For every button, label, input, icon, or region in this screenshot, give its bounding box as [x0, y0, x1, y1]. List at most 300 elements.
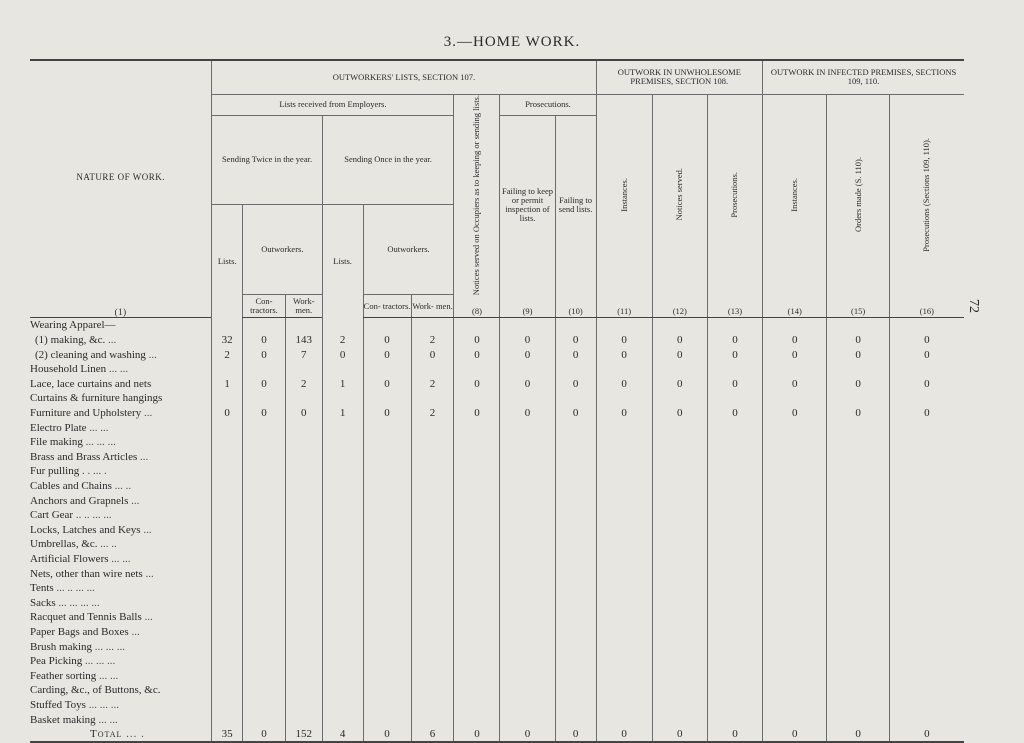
value-cell [596, 435, 652, 450]
value-cell [243, 508, 286, 523]
value-cell [707, 639, 762, 654]
value-cell [652, 552, 707, 567]
value-cell [707, 450, 762, 465]
value-cell [454, 435, 500, 450]
value-cell [889, 420, 964, 435]
value-cell: 1 [212, 377, 243, 392]
leader-dots: ... [143, 407, 153, 420]
leader-dots: ... ... ... ... [58, 596, 100, 609]
table-row [30, 654, 964, 669]
value-cell [596, 625, 652, 640]
value-cell [596, 668, 652, 683]
value-cell: 2 [411, 333, 454, 348]
value-cell [454, 625, 500, 640]
value-cell [454, 362, 500, 377]
value-cell [555, 698, 596, 713]
value-cell [285, 654, 322, 669]
value-cell [212, 537, 243, 552]
value-cell [596, 566, 652, 581]
value-cell [555, 668, 596, 683]
value-cell: 0 [285, 406, 322, 421]
value-cell [454, 479, 500, 494]
value-cell [555, 435, 596, 450]
value-cell: 4 [322, 727, 363, 743]
value-cell [596, 508, 652, 523]
value-cell [889, 435, 964, 450]
value-cell [652, 654, 707, 669]
value-cell [411, 435, 454, 450]
value-cell [285, 537, 322, 552]
value-cell [454, 537, 500, 552]
table-row [30, 508, 964, 523]
table-row [30, 391, 964, 406]
value-cell: 1 [322, 377, 363, 392]
value-cell: 0 [454, 377, 500, 392]
value-cell [500, 698, 555, 713]
table-row [30, 493, 964, 508]
value-cell [454, 712, 500, 727]
value-cell [889, 493, 964, 508]
value-cell [763, 683, 827, 698]
value-cell [652, 683, 707, 698]
value-cell [454, 698, 500, 713]
value-cell [596, 464, 652, 479]
value-cell [363, 712, 411, 727]
value-cell [707, 610, 762, 625]
row-label: Lace, lace curtains and nets [30, 377, 152, 390]
value-cell [827, 566, 889, 581]
value-cell [212, 391, 243, 406]
value-cell [363, 654, 411, 669]
value-cell [285, 420, 322, 435]
row-label: Anchors and Grapnels ... [30, 494, 140, 507]
leader-dots: ... .. [100, 538, 117, 551]
value-cell: 0 [827, 727, 889, 743]
value-cell [411, 581, 454, 596]
value-cell [889, 391, 964, 406]
leader-dots: .. .. ... ... [75, 509, 112, 522]
value-cell: 0 [243, 727, 286, 743]
value-cell [212, 683, 243, 698]
value-cell [243, 479, 286, 494]
leader-dots: . . ... . [81, 465, 107, 478]
value-cell [763, 595, 827, 610]
value-cell [500, 362, 555, 377]
value-cell [322, 552, 363, 567]
value-cell [827, 362, 889, 377]
value-cell [652, 537, 707, 552]
value-cell: 0 [500, 347, 555, 362]
table-row [30, 712, 964, 727]
leader-dots: ... .. [114, 480, 132, 493]
value-cell [596, 493, 652, 508]
column-number: (11) [596, 295, 652, 318]
value-cell [322, 493, 363, 508]
table-row [30, 318, 964, 333]
value-cell [322, 362, 363, 377]
value-cell [411, 683, 454, 698]
value-cell [322, 698, 363, 713]
value-cell [555, 508, 596, 523]
value-cell: 0 [555, 347, 596, 362]
value-cell [763, 493, 827, 508]
value-cell: 0 [827, 333, 889, 348]
value-cell [500, 450, 555, 465]
value-cell: 0 [763, 333, 827, 348]
value-cell [322, 639, 363, 654]
value-cell [555, 566, 596, 581]
value-cell [411, 464, 454, 479]
value-cell [322, 435, 363, 450]
row-label: Tents ... .. ... ... [30, 582, 95, 595]
value-cell [500, 391, 555, 406]
value-cell [243, 712, 286, 727]
value-cell [707, 508, 762, 523]
value-cell [322, 610, 363, 625]
value-cell [596, 712, 652, 727]
value-cell [212, 639, 243, 654]
value-cell: 0 [454, 406, 500, 421]
value-cell [363, 435, 411, 450]
value-cell [707, 683, 762, 698]
value-cell [500, 523, 555, 538]
notices-served-header: Notices served. [652, 94, 707, 295]
value-cell [322, 668, 363, 683]
prosecutions-unwholesome-header: Prosecutions. [707, 94, 762, 295]
value-cell [243, 683, 286, 698]
value-cell [212, 581, 243, 596]
value-cell: 0 [707, 333, 762, 348]
value-cell [322, 595, 363, 610]
value-cell [322, 508, 363, 523]
value-cell [285, 668, 322, 683]
row-label: Electro Plate ... ... [30, 421, 109, 434]
value-cell: 0 [763, 406, 827, 421]
value-cell: 0 [363, 727, 411, 743]
value-cell [411, 566, 454, 581]
value-cell [596, 581, 652, 596]
leader-dots: ... ... [89, 421, 109, 434]
row-label: Pea Picking ... ... ... [30, 655, 116, 668]
value-cell [411, 668, 454, 683]
value-cell [243, 493, 286, 508]
value-cell [555, 493, 596, 508]
value-cell: 0 [889, 406, 964, 421]
value-cell [212, 625, 243, 640]
value-cell: 0 [454, 727, 500, 743]
value-cell [555, 464, 596, 479]
value-cell [555, 318, 596, 333]
value-cell [827, 450, 889, 465]
value-cell [827, 668, 889, 683]
value-cell [285, 581, 322, 596]
value-cell [243, 435, 286, 450]
value-cell [763, 435, 827, 450]
leader-dots: ... [145, 567, 154, 580]
value-cell [212, 450, 243, 465]
value-cell [827, 391, 889, 406]
value-cell [243, 523, 286, 538]
value-cell [555, 712, 596, 727]
value-cell [652, 712, 707, 727]
value-cell [454, 464, 500, 479]
value-cell [411, 420, 454, 435]
leader-dots: ... ... [111, 552, 131, 565]
value-cell [285, 698, 322, 713]
value-cell [212, 698, 243, 713]
leader-dots: ... [131, 625, 140, 638]
value-cell [652, 639, 707, 654]
value-cell: 0 [707, 377, 762, 392]
value-cell: 0 [707, 406, 762, 421]
table-row [30, 406, 964, 421]
value-cell: 0 [889, 347, 964, 362]
nature-of-work-header: NATURE OF WORK. [30, 60, 212, 295]
value-cell [363, 420, 411, 435]
value-cell [500, 318, 555, 333]
value-cell [322, 537, 363, 552]
table-row [30, 362, 964, 377]
value-cell: 0 [555, 377, 596, 392]
value-cell [411, 639, 454, 654]
table-row [30, 347, 964, 362]
value-cell [243, 581, 286, 596]
table-row [30, 333, 964, 348]
value-cell [411, 698, 454, 713]
value-cell [889, 464, 964, 479]
value-cell [500, 581, 555, 596]
value-cell [827, 552, 889, 567]
table-row [30, 420, 964, 435]
value-cell [500, 712, 555, 727]
value-cell [212, 420, 243, 435]
value-cell: 0 [827, 347, 889, 362]
value-cell [652, 625, 707, 640]
value-cell [555, 552, 596, 567]
table-row [30, 581, 964, 596]
value-cell [322, 391, 363, 406]
value-cell [363, 508, 411, 523]
value-cell [322, 625, 363, 640]
value-cell [285, 508, 322, 523]
value-cell [763, 610, 827, 625]
lists-received-header: Lists received from Employers. [212, 94, 454, 115]
value-cell [454, 391, 500, 406]
row-label: Artificial Flowers ... ... [30, 552, 131, 565]
value-cell [596, 552, 652, 567]
value-cell [243, 639, 286, 654]
value-cell [763, 537, 827, 552]
workmen-once-header: Work- men. [411, 295, 454, 318]
value-cell [285, 523, 322, 538]
value-cell [707, 523, 762, 538]
row-label: Sacks ... ... ... ... [30, 596, 100, 609]
value-cell [763, 508, 827, 523]
value-cell [212, 464, 243, 479]
value-cell [411, 493, 454, 508]
value-cell [243, 318, 286, 333]
value-cell [212, 318, 243, 333]
value-cell [500, 464, 555, 479]
value-cell [212, 552, 243, 567]
value-cell [212, 435, 243, 450]
value-cell [707, 712, 762, 727]
value-cell [411, 537, 454, 552]
value-cell [596, 683, 652, 698]
value-cell [763, 625, 827, 640]
value-cell [889, 668, 964, 683]
lists-once-header: Lists. [322, 205, 363, 318]
value-cell [322, 566, 363, 581]
leader-dots: ... [139, 450, 149, 463]
row-label: (2) cleaning and washing ... [35, 348, 157, 361]
value-cell: 0 [363, 347, 411, 362]
value-cell [763, 566, 827, 581]
value-cell [889, 318, 964, 333]
value-cell: 0 [322, 347, 363, 362]
value-cell: 0 [500, 333, 555, 348]
table-row [30, 610, 964, 625]
value-cell [285, 479, 322, 494]
value-cell [454, 566, 500, 581]
outworkers-twice-header: Outworkers. [243, 205, 323, 295]
value-cell [827, 639, 889, 654]
row-label: Curtains & furniture hangings [30, 392, 163, 405]
value-cell [411, 362, 454, 377]
value-cell: 32 [212, 333, 243, 348]
value-cell [596, 523, 652, 538]
leader-dots: ... . [126, 728, 145, 741]
value-cell [827, 683, 889, 698]
value-cell [285, 493, 322, 508]
lists-twice-header: Lists. [212, 205, 243, 318]
column-number: (8) [454, 295, 500, 318]
value-cell [322, 464, 363, 479]
value-cell [212, 479, 243, 494]
value-cell [500, 508, 555, 523]
value-cell [212, 493, 243, 508]
leader-dots: ... ... ... [94, 640, 126, 653]
value-cell [889, 625, 964, 640]
column-number: (15) [827, 295, 889, 318]
value-cell [889, 362, 964, 377]
total-label: Total ... . [30, 727, 212, 743]
row-label: Paper Bags and Boxes ... [30, 625, 140, 638]
value-cell: 2 [411, 377, 454, 392]
table-body [30, 318, 964, 743]
value-cell [889, 639, 964, 654]
value-cell [555, 537, 596, 552]
value-cell [652, 668, 707, 683]
value-cell [596, 479, 652, 494]
value-cell [322, 450, 363, 465]
value-cell [889, 581, 964, 596]
table-row [30, 668, 964, 683]
value-cell [285, 683, 322, 698]
value-cell: 0 [363, 406, 411, 421]
value-cell [363, 537, 411, 552]
value-cell [363, 566, 411, 581]
value-cell [652, 698, 707, 713]
value-cell [285, 450, 322, 465]
column-number: (12) [652, 295, 707, 318]
value-cell: 0 [596, 377, 652, 392]
workmen-twice-header: Work- men. [285, 295, 322, 318]
value-cell [454, 639, 500, 654]
contractors-twice-header: Con- tractors. [243, 295, 286, 318]
row-label: Fur pulling . . ... . [30, 465, 107, 478]
table-row [30, 479, 964, 494]
value-cell [363, 318, 411, 333]
value-cell [243, 464, 286, 479]
value-cell: 0 [652, 727, 707, 743]
row-label: (1) making, &c. ... [35, 334, 117, 347]
value-cell [243, 552, 286, 567]
value-cell [243, 625, 286, 640]
value-cell [243, 362, 286, 377]
value-cell: 0 [500, 727, 555, 743]
value-cell [652, 523, 707, 538]
row-label: Household Linen ... ... [30, 363, 129, 376]
value-cell [763, 698, 827, 713]
value-cell [243, 391, 286, 406]
value-cell [285, 464, 322, 479]
value-cell: 0 [652, 347, 707, 362]
value-cell [285, 712, 322, 727]
column-number: (14) [763, 295, 827, 318]
value-cell: 0 [596, 727, 652, 743]
value-cell [285, 566, 322, 581]
value-cell [243, 566, 286, 581]
value-cell [363, 683, 411, 698]
table-row [30, 450, 964, 465]
value-cell [322, 318, 363, 333]
value-cell [889, 566, 964, 581]
value-cell: 6 [411, 727, 454, 743]
value-cell [596, 639, 652, 654]
column-number: (1) [30, 295, 212, 318]
value-cell [411, 625, 454, 640]
value-cell [363, 639, 411, 654]
leader-dots: ... [148, 348, 157, 361]
value-cell: 0 [243, 333, 286, 348]
value-cell [411, 479, 454, 494]
value-cell [889, 508, 964, 523]
value-cell [763, 581, 827, 596]
value-cell [363, 625, 411, 640]
home-work-table [30, 59, 964, 743]
leader-dots: ... [131, 494, 140, 507]
table-row [30, 698, 964, 713]
value-cell [889, 595, 964, 610]
value-cell [322, 654, 363, 669]
value-cell [411, 610, 454, 625]
value-cell: 152 [285, 727, 322, 743]
value-cell [707, 391, 762, 406]
value-cell: 0 [555, 406, 596, 421]
leader-dots: ... ... ... [88, 698, 119, 711]
prosecutions-infected-header: Prosecutions (Sections 109, 110). [889, 94, 964, 295]
value-cell: 0 [363, 377, 411, 392]
failing-send-header: Failing to send lists. [555, 115, 596, 295]
page-number: 72 [966, 299, 981, 313]
value-cell [243, 654, 286, 669]
value-cell [322, 420, 363, 435]
value-cell [500, 493, 555, 508]
value-cell [763, 420, 827, 435]
value-cell [363, 362, 411, 377]
value-cell [707, 581, 762, 596]
